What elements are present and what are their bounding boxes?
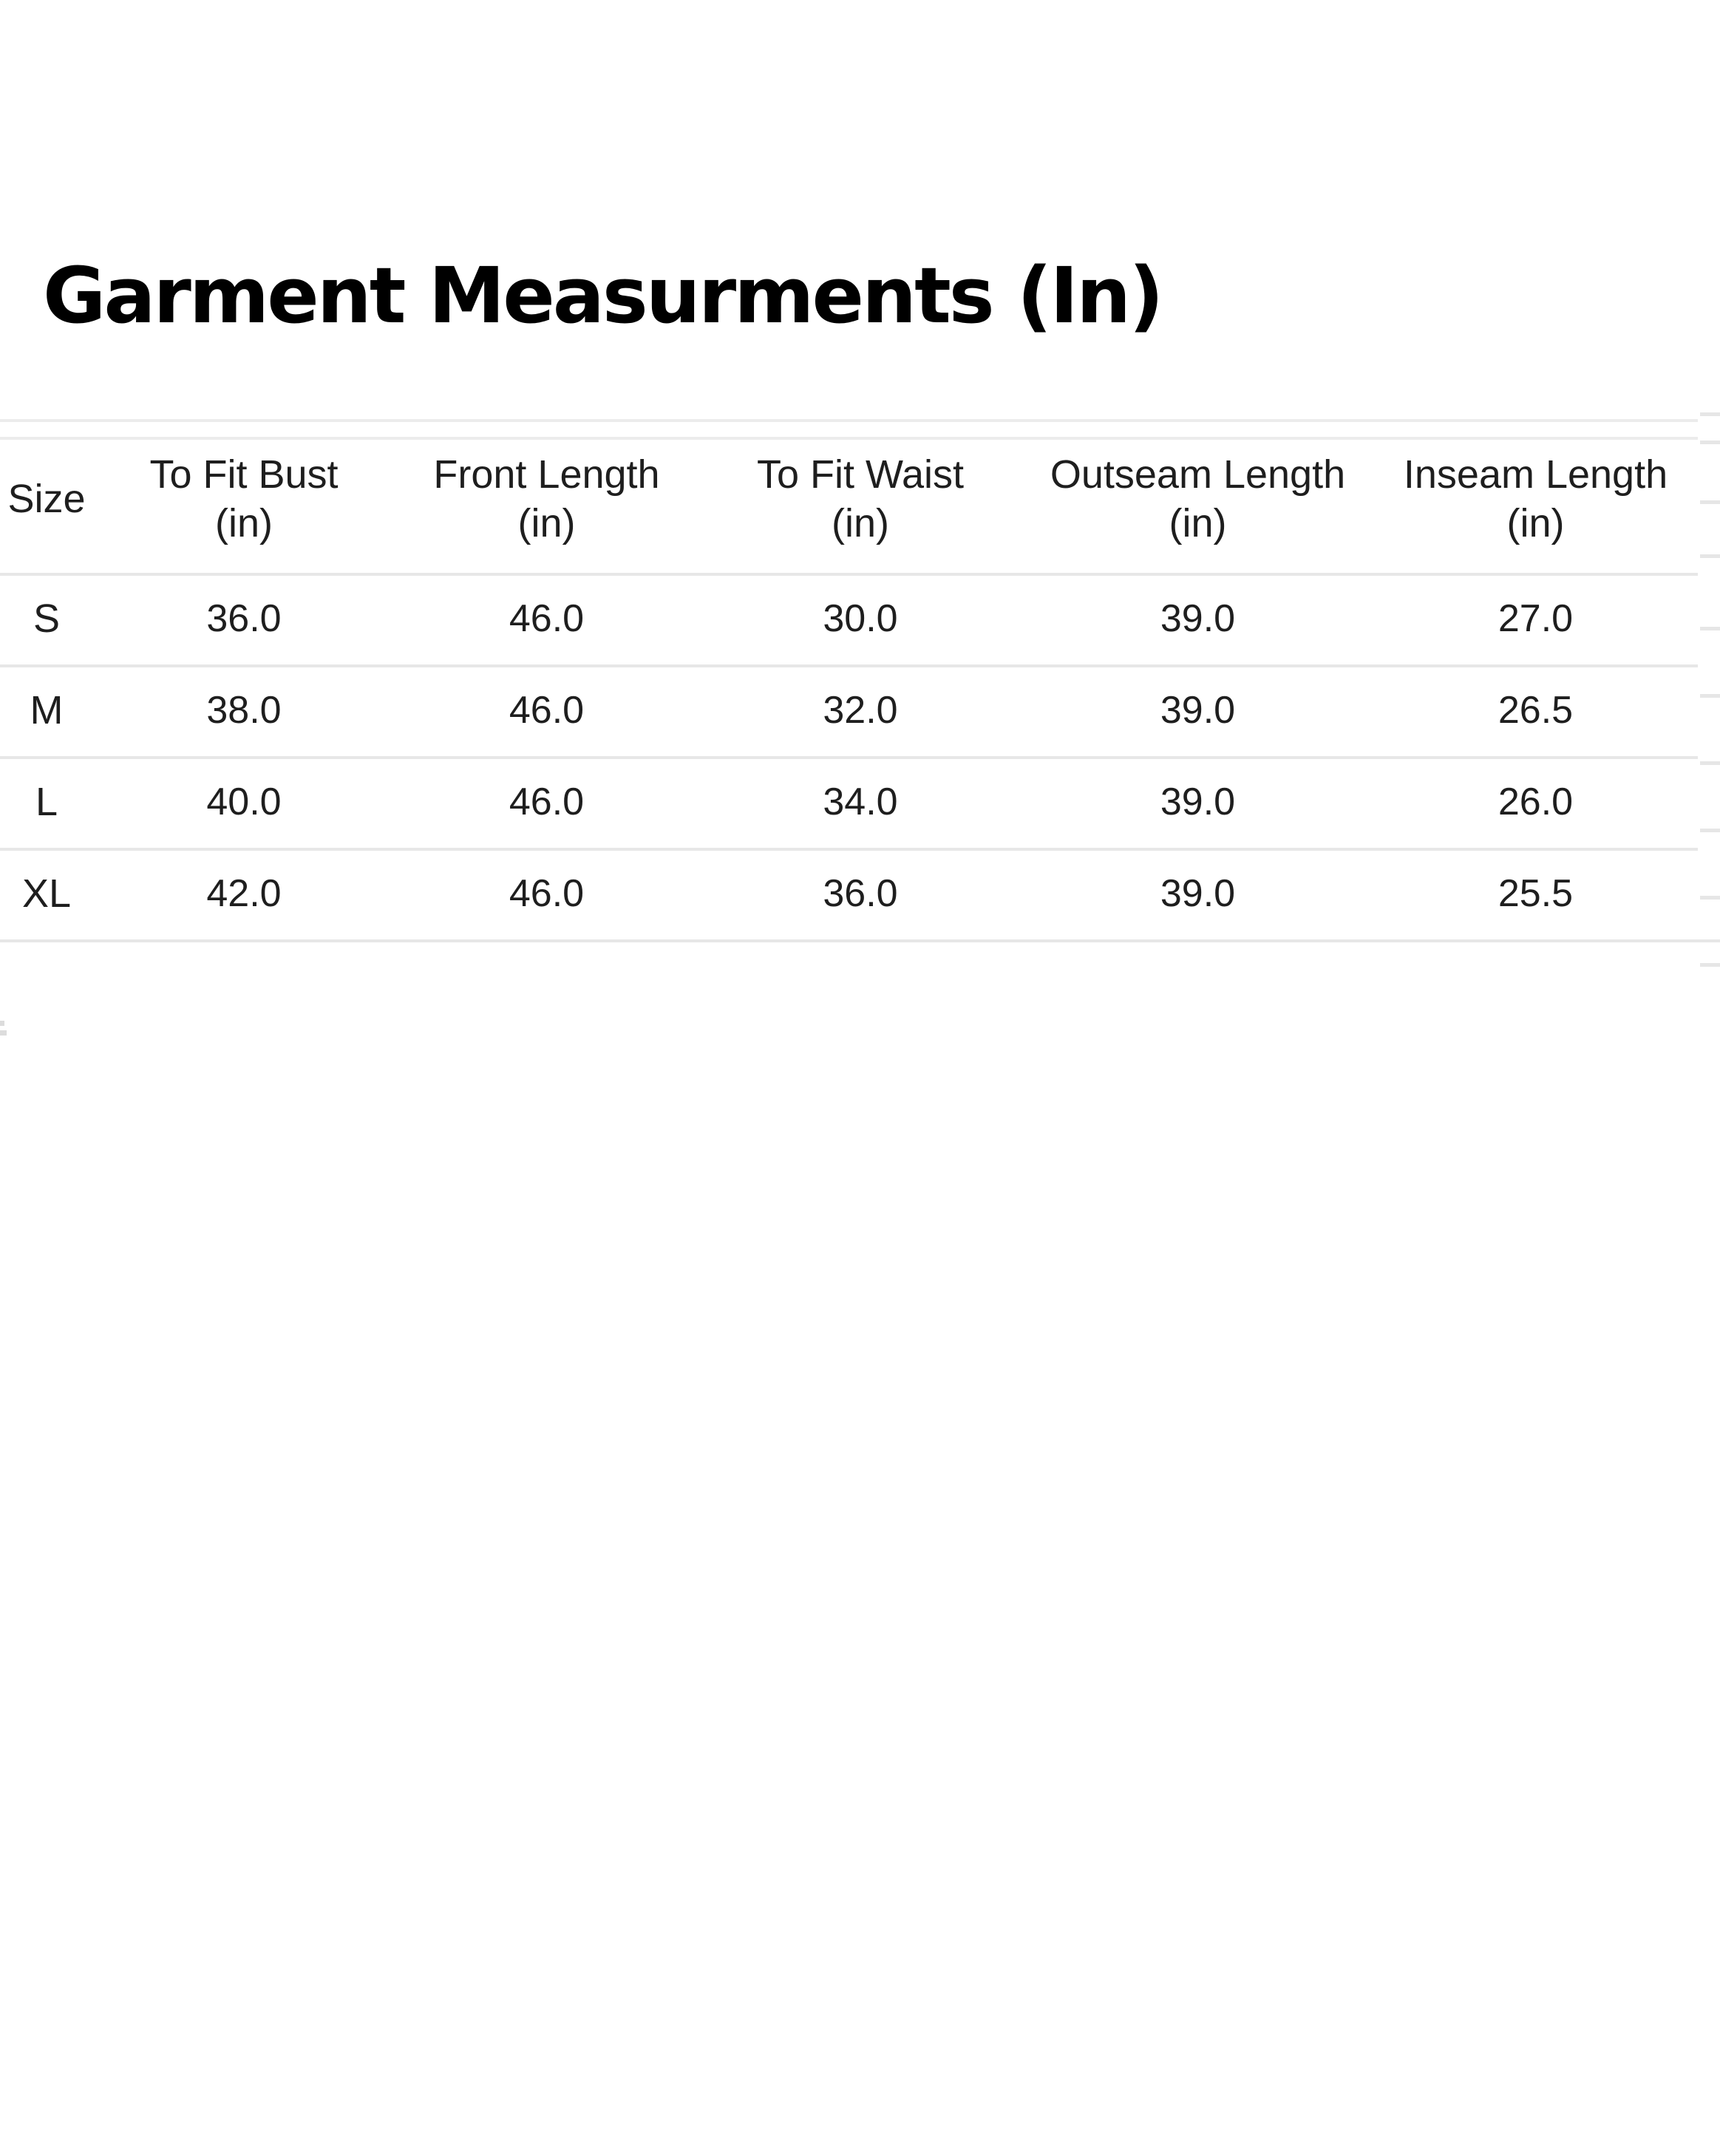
edge-artifact (1700, 963, 1720, 967)
inseam-value: 27.0 (1498, 597, 1574, 640)
bust-value: 42.0 (206, 872, 282, 915)
bust-value: 38.0 (206, 689, 282, 732)
garment-measurements-table (0, 425, 1698, 939)
column-unit: (in) (1169, 501, 1227, 545)
edge-artifact (1700, 627, 1720, 630)
table-row-l (0, 756, 1698, 848)
edge-artifact (1700, 829, 1720, 832)
column-unit: (in) (517, 501, 576, 545)
table-row-xl (0, 848, 1698, 939)
edge-artifact (1700, 761, 1720, 765)
column-unit: (in) (215, 501, 273, 545)
size-value: XL (21, 871, 72, 916)
column-label: Size (7, 477, 86, 521)
column-label: To Fit Waist (756, 452, 965, 497)
edge-artifact (1700, 412, 1720, 416)
column-unit: (in) (1506, 501, 1565, 545)
column-header-front-length (395, 425, 698, 573)
column-header-size (0, 425, 93, 573)
front-value: 46.0 (509, 872, 585, 915)
outseam-value: 39.0 (1160, 872, 1236, 915)
edge-artifact (1700, 694, 1720, 698)
inseam-value: 26.0 (1498, 781, 1574, 823)
page-title: Garment Measurments (In) (43, 251, 1162, 341)
edge-artifact (1700, 441, 1720, 444)
edge-artifact (0, 1030, 7, 1036)
waist-value: 30.0 (823, 597, 898, 640)
column-label: Inseam Length (1403, 452, 1668, 497)
waist-value: 36.0 (823, 872, 898, 915)
column-header-inseam-length (1373, 425, 1698, 573)
bust-value: 40.0 (206, 781, 282, 823)
edge-artifact (1700, 554, 1720, 558)
edge-artifact (1700, 500, 1720, 504)
table-row-s (0, 573, 1698, 664)
size-value: M (30, 688, 64, 732)
front-value: 46.0 (509, 781, 585, 823)
bust-value: 36.0 (206, 597, 282, 640)
size-value: L (35, 780, 58, 824)
waist-value: 34.0 (823, 781, 898, 823)
header-divider (0, 573, 1698, 576)
outseam-value: 39.0 (1160, 781, 1236, 823)
size-value: S (33, 596, 61, 641)
column-header-to-fit-bust (93, 425, 395, 573)
inseam-value: 25.5 (1498, 872, 1574, 915)
table-bottom-divider (0, 939, 1720, 942)
column-label: Outseam Length (1050, 452, 1346, 497)
waist-value: 32.0 (823, 689, 898, 732)
outseam-value: 39.0 (1160, 597, 1236, 640)
column-label: Front Length (433, 452, 660, 497)
column-header-outseam-length (1022, 425, 1373, 573)
column-label: To Fit Bust (149, 452, 339, 497)
row-divider (0, 664, 1698, 667)
row-divider (0, 848, 1698, 851)
table-row-m (0, 664, 1698, 756)
table-header-row (0, 425, 1698, 573)
front-value: 46.0 (509, 597, 585, 640)
edge-artifact (0, 1021, 4, 1026)
edge-artifact (1700, 896, 1720, 900)
column-unit: (in) (832, 501, 889, 545)
row-divider (0, 756, 1698, 759)
outseam-value: 39.0 (1160, 689, 1236, 732)
front-value: 46.0 (509, 689, 585, 732)
divider-top-outer (0, 419, 1698, 422)
column-header-to-fit-waist (698, 425, 1022, 573)
inseam-value: 26.5 (1498, 689, 1574, 732)
